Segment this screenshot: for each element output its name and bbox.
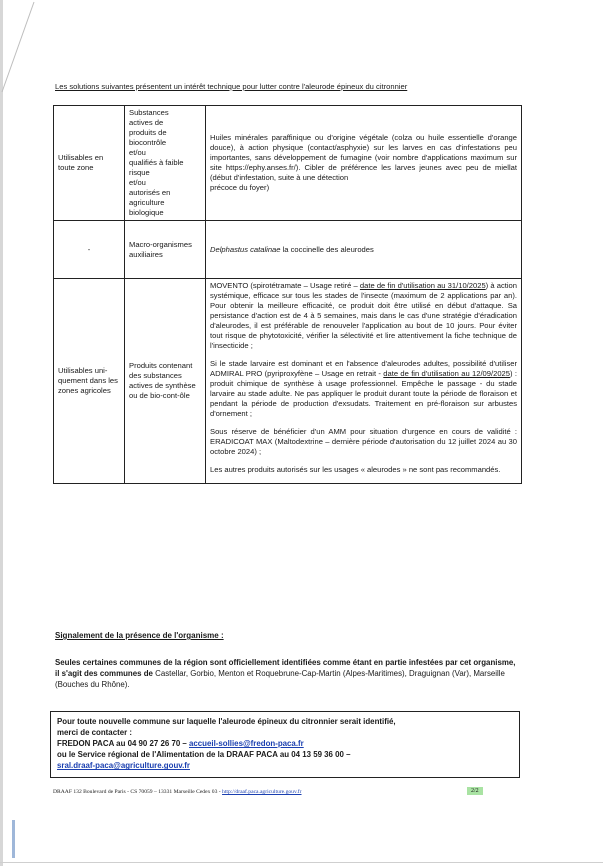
table-row [54, 106, 522, 221]
eradicoat-paragraph: Sous réserve de bénéficier d'un AMM pour situation d'urgence en cours de validité : ERADICOAT MAX (Maltodextrine – dernière période d'autorisation du 12 juillet 2024 au 30 octobre 2024) ; [210, 427, 517, 457]
zone-cell: Utilisables uni-quement dans les zones agricoles [54, 279, 125, 484]
scan-fold-line [0, 0, 40, 95]
scan-edge [0, 0, 3, 866]
signalement-title: Signalement de la présence de l'organisme : [55, 631, 224, 640]
description-cell: Delphastus catalinae la coccinelle des aleurodes [206, 221, 522, 279]
scan-bottom-edge [0, 862, 603, 863]
table-row [54, 221, 522, 279]
signalement-text: Seules certaines communes de la région sont officiellement identifiées comme étant en partie infestées par cet organisme, il s'agit des communes de Castellar, Gorbio, Menton et Roquebrune-Cap-Martin (Alpes-Maritimes), Draguignan (Var), Marseille (Bouches du Rhône). [55, 658, 516, 690]
solutions-table [53, 105, 522, 484]
page-footer: DRAAF 132 Boulevard de Paris - CS 70059 – 13331 Marseille Cedex 03 - http://draaf.paca.agriculture.gouv.fr [53, 789, 302, 795]
footer-url-link[interactable]: http://draaf.paca.agriculture.gouv.fr [222, 789, 302, 795]
others-paragraph: Les autres produits autorisés sur les usages « aleurodes » ne sont pas recommandés. [210, 465, 501, 475]
description-cell [206, 279, 522, 484]
species-name: Delphastus catalinae [210, 244, 281, 254]
admiral-paragraph: Si le stade larvaire est dominant et en l'absence d'aleurodes adultes, possibilité d'utiliser ADMIRAL PRO (pyriproxyfène – Usage en retrait - date de fin d'utilisation au 12/09/2025) : produit chimique de synthèse à usage professionnel. Empêche le passage - du stade larvaire au stade adulte. Ne pas appliquer le produit durant toute la période de floraison et pendant la période de production d'exsudats. Traitement en pré-floraison sur arbustes d'ornement ; [210, 359, 517, 419]
category-cell: Macro-organismes auxiliaires [125, 221, 206, 279]
scan-mark [12, 820, 15, 858]
contact-box: Pour toute nouvelle commune sur laquelle l'aleurode épineux du citronnier serait identifié, merci de contacter : FREDON PACA au 04 90 27 26 70 – accueil-sollies@fredon-paca.fr ou le Service régional de l'Alimentation de la DRAAF PACA au 04 13 59 36 00 – sral.draaf-paca@agriculture.gouv.fr [50, 711, 520, 778]
category-cell: Substances actives de produits de biocontrôle et/ou qualifiés à faible risque et/ou autorisés en agriculture biologique [125, 106, 206, 221]
description-cell: Huiles minérales paraffinique ou d'origine végétale (colza ou huile essentielle d'orange douce), à action physique (contact/asphyxie) sur les larves en cas d'infestations peu importantes, sans développement de fumagine (voir nombre d'applications maximum sur site https://ephy.anses.fr/). Cibler de préférence les larves jeunes avec peu de miellat (début d'infestation, suite à une détection précoce du foyer) [206, 106, 522, 221]
intro-heading: Les solutions suivantes présentent un intérêt technique pour lutter contre l'aleurode épineux du citronnier [55, 82, 408, 91]
page-number: 2/2 [467, 787, 483, 795]
draaf-email-link[interactable]: sral.draaf-paca@agriculture.gouv.fr [57, 761, 190, 771]
zone-cell: - [54, 221, 125, 279]
movento-paragraph: MOVENTO (spirotétramate – Usage retiré – date de fin d'utilisation au 31/10/2025) à action systémique, efficace sur tous les stades de l'insecte (maximum de 2 applications par an). Pour obtenir la meilleure efficacité, ce produit doit être utilisé en début d'attaque. Sa persistance d'action est de 4 à 5 semaines, mais dans le cas d'une stratégie d'éradication d'aleurodes, il est préférable de renouveler l'application au bout de 10 jours. Pour éviter tout risque de phytotoxicité, vérifier la sélectivité et lire attentivement la fiche technique de l'insecticide ; [210, 281, 517, 351]
category-cell: Produits contenant des substances actives de synthèse ou de bio-cont-ôle [125, 279, 206, 484]
zone-cell: Utilisables en toute zone [54, 106, 125, 221]
fredon-email-link[interactable]: accueil-sollies@fredon-paca.fr [189, 739, 304, 749]
table-row [54, 279, 522, 484]
